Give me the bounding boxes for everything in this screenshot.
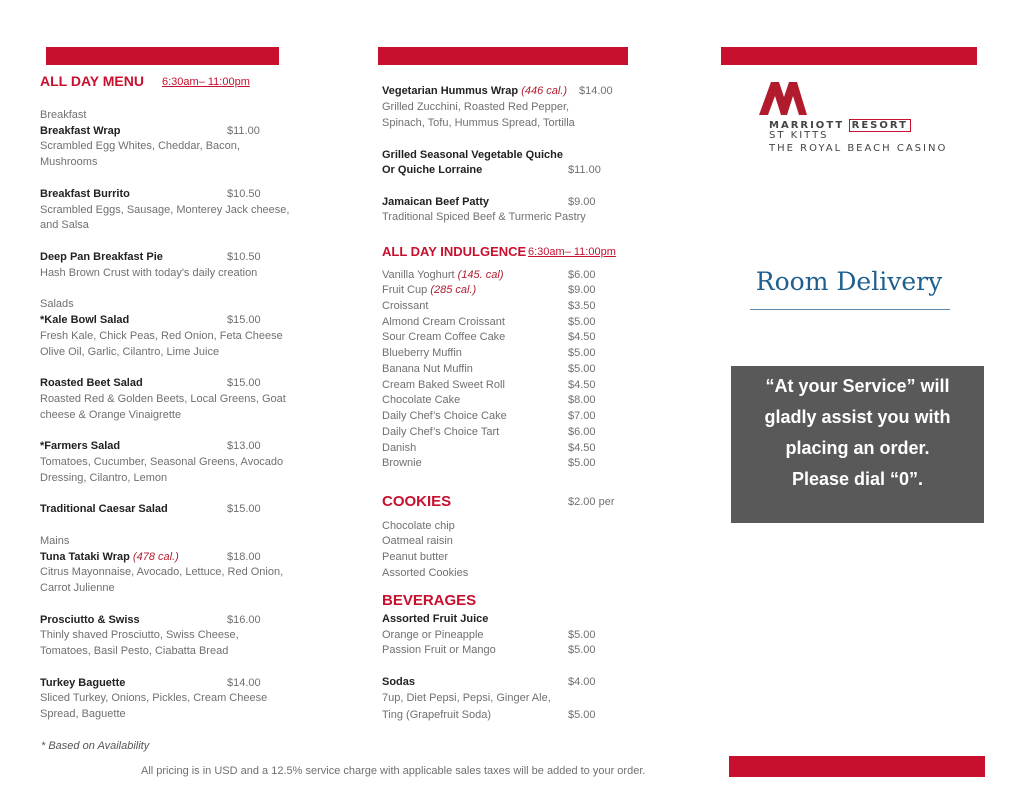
list-item: Cream Baked Sweet Roll xyxy=(382,379,505,391)
item-name: *Farmers Salad xyxy=(40,440,121,452)
service-line: placing an order. xyxy=(785,438,930,458)
list-item: Sour Cream Coffee Cake xyxy=(382,331,506,343)
item-price: $5.00 xyxy=(568,347,596,359)
service-line: Please dial “0”. xyxy=(791,469,924,489)
item-desc: Grilled Zucchini, Roasted Red Pepper, xyxy=(382,101,570,113)
item-desc: Scrambled Eggs, Sausage, Monterey Jack cheese, xyxy=(40,204,290,216)
logo-location: ST KITTS xyxy=(769,130,829,141)
item-desc: Spread, Baguette xyxy=(40,708,126,720)
calorie-note: (145. cal) xyxy=(457,269,504,281)
item-price: $10.50 xyxy=(227,188,261,200)
all-day-menu-hours: 6:30am– 11:00pm xyxy=(162,76,250,88)
logo-property: THE ROYAL BEACH CASINO xyxy=(769,143,948,154)
item-price: $10.50 xyxy=(227,251,261,263)
item-price: $5.00 xyxy=(568,629,596,641)
service-callout xyxy=(731,366,984,523)
item-price: $9.00 xyxy=(568,196,596,208)
item-name: *Kale Bowl Salad xyxy=(40,314,130,326)
item-price: $4.50 xyxy=(568,442,596,454)
calorie-note: (285 cal.) xyxy=(430,284,477,296)
header-bar-right xyxy=(721,47,977,65)
item-desc: 7up, Diet Pepsi, Pepsi, Ginger Ale, xyxy=(382,692,551,704)
item-price: $5.00 xyxy=(568,709,596,721)
item-price: $9.00 xyxy=(568,284,596,296)
item-price: $11.00 xyxy=(227,125,260,137)
title-divider xyxy=(750,309,950,310)
list-item: Oatmeal raisin xyxy=(382,535,453,547)
item-name: Prosciutto & Swiss xyxy=(40,614,140,626)
cookies-price: $2.00 per xyxy=(568,496,615,508)
item-desc: Roasted Red & Golden Beets, Local Greens, Goat xyxy=(40,393,286,405)
item-price: $14.00 xyxy=(579,85,613,97)
beverages-heading: BEVERAGES xyxy=(382,592,477,609)
item-desc: Scrambled Egg Whites, Cheddar, Bacon, xyxy=(40,140,240,152)
item-price: $5.00 xyxy=(568,644,596,656)
item-name: Jamaican Beef Patty xyxy=(382,196,489,208)
cookies-heading: COOKIES xyxy=(382,493,452,510)
list-item: Fruit Cup (285 cal.) xyxy=(382,284,477,296)
list-item: Daily Chef’s Choice Cake xyxy=(382,410,507,422)
item-desc: Mushrooms xyxy=(40,156,98,168)
item-desc: Ting (Grapefruit Soda) xyxy=(382,709,492,721)
list-item: Croissant xyxy=(382,300,429,312)
item-price: $15.00 xyxy=(227,314,261,326)
item-name: Breakfast Wrap xyxy=(40,125,121,137)
item-price: $4.00 xyxy=(568,676,596,688)
item-name: Deep Pan Breakfast Pie xyxy=(40,251,163,263)
header-bar-left xyxy=(46,47,279,65)
salads-label: Salads xyxy=(40,298,74,310)
page-title: Room Delivery xyxy=(755,267,943,296)
item-name: Or Quiche Lorraine xyxy=(382,164,483,176)
footer-bar-right xyxy=(729,756,985,777)
list-item: Almond Cream Croissant xyxy=(382,316,505,328)
list-item: Banana Nut Muffin xyxy=(382,363,473,375)
mains-label: Mains xyxy=(40,535,70,547)
list-item: Passion Fruit or Mango xyxy=(382,644,496,656)
header-bar-middle xyxy=(378,47,628,65)
item-price: $4.50 xyxy=(568,331,596,343)
item-desc: Tomatoes, Basil Pesto, Ciabatta Bread xyxy=(40,645,229,657)
item-name: Turkey Baguette xyxy=(40,677,126,689)
indulgence-heading: ALL DAY INDULGENCE xyxy=(382,244,527,259)
item-price: $5.00 xyxy=(568,457,596,469)
item-desc: and Salsa xyxy=(40,219,89,231)
item-desc: Sliced Turkey, Onions, Pickles, Cream Cheese xyxy=(40,692,268,704)
list-item: Peanut butter xyxy=(382,551,449,563)
item-desc: Olive Oil, Garlic, Cilantro, Lime Juice xyxy=(40,346,220,358)
item-name: Sodas xyxy=(382,676,416,688)
item-price: $6.00 xyxy=(568,269,596,281)
pricing-footer: All pricing is in USD and a 12.5% service charge with applicable sales taxes will be added to your order. xyxy=(141,765,646,777)
item-name: Traditional Caesar Salad xyxy=(40,503,168,515)
all-day-menu-heading: ALL DAY MENU xyxy=(40,73,144,89)
item-price: $13.00 xyxy=(227,440,261,452)
item-price: $16.00 xyxy=(227,614,261,626)
item-price: $7.00 xyxy=(568,410,596,422)
item-desc: Thinly shaved Prosciutto, Swiss Cheese, xyxy=(40,629,239,641)
service-line: gladly assist you with xyxy=(764,407,951,427)
calorie-note: (478 cal.) xyxy=(132,551,179,563)
item-name: Tuna Tataki Wrap (478 cal.) xyxy=(40,551,179,563)
breakfast-label: Breakfast xyxy=(40,109,87,121)
item-price: $8.00 xyxy=(568,394,596,406)
list-item: Brownie xyxy=(382,457,422,469)
item-name: Grilled Seasonal Vegetable Quiche xyxy=(382,149,563,161)
item-price: $11.00 xyxy=(568,164,601,176)
list-item: Assorted Cookies xyxy=(382,567,469,579)
item-desc: Hash Brown Crust with today's daily creation xyxy=(40,267,258,279)
item-desc: Traditional Spiced Beef & Turmeric Pastry xyxy=(382,211,586,223)
list-item: Blueberry Muffin xyxy=(382,347,462,359)
availability-footnote: * Based on Availability xyxy=(41,740,150,752)
item-price: $4.50 xyxy=(568,379,596,391)
item-price: $14.00 xyxy=(227,677,261,689)
item-price: $6.00 xyxy=(568,426,596,438)
item-name: Breakfast Burrito xyxy=(40,188,130,200)
indulgence-hours: 6:30am– 11:00pm xyxy=(528,246,616,258)
list-item: Vanilla Yoghurt (145. cal) xyxy=(382,269,504,281)
item-name: Assorted Fruit Juice xyxy=(382,613,489,625)
brand-name: MARRIOTT xyxy=(769,120,845,131)
item-price: $15.00 xyxy=(227,503,261,515)
brand-resort: RESORT xyxy=(849,119,911,132)
item-price: $3.50 xyxy=(568,300,596,312)
item-desc: cheese & Orange Vinaigrette xyxy=(40,409,182,421)
list-item: Chocolate Cake xyxy=(382,394,461,406)
item-price: $5.00 xyxy=(568,363,596,375)
item-desc: Fresh Kale, Chick Peas, Red Onion, Feta Cheese xyxy=(40,330,283,342)
item-name: Roasted Beet Salad xyxy=(40,377,143,389)
service-line: “At your Service” will xyxy=(765,376,950,396)
item-desc: Spinach, Tofu, Hummus Spread, Tortilla xyxy=(382,117,575,129)
list-item: Daily Chef’s Choice Tart xyxy=(382,426,500,438)
item-desc: Tomatoes, Cucumber, Seasonal Greens, Avocado xyxy=(40,456,284,468)
list-item: Orange or Pineapple xyxy=(382,629,484,641)
item-desc: Citrus Mayonnaise, Avocado, Lettuce, Red Onion, xyxy=(40,566,284,578)
calorie-note: (446 cal.) xyxy=(521,85,568,97)
item-desc: Dressing, Cilantro, Lemon xyxy=(40,472,168,484)
item-name: Vegetarian Hummus Wrap (446 cal.) xyxy=(382,85,568,97)
marriott-m-icon xyxy=(759,80,807,116)
item-desc: Carrot Julienne xyxy=(40,582,115,594)
list-item: Chocolate chip xyxy=(382,520,455,532)
item-price: $5.00 xyxy=(568,316,596,328)
item-price: $18.00 xyxy=(227,551,261,563)
list-item: Danish xyxy=(382,442,417,454)
item-price: $15.00 xyxy=(227,377,261,389)
